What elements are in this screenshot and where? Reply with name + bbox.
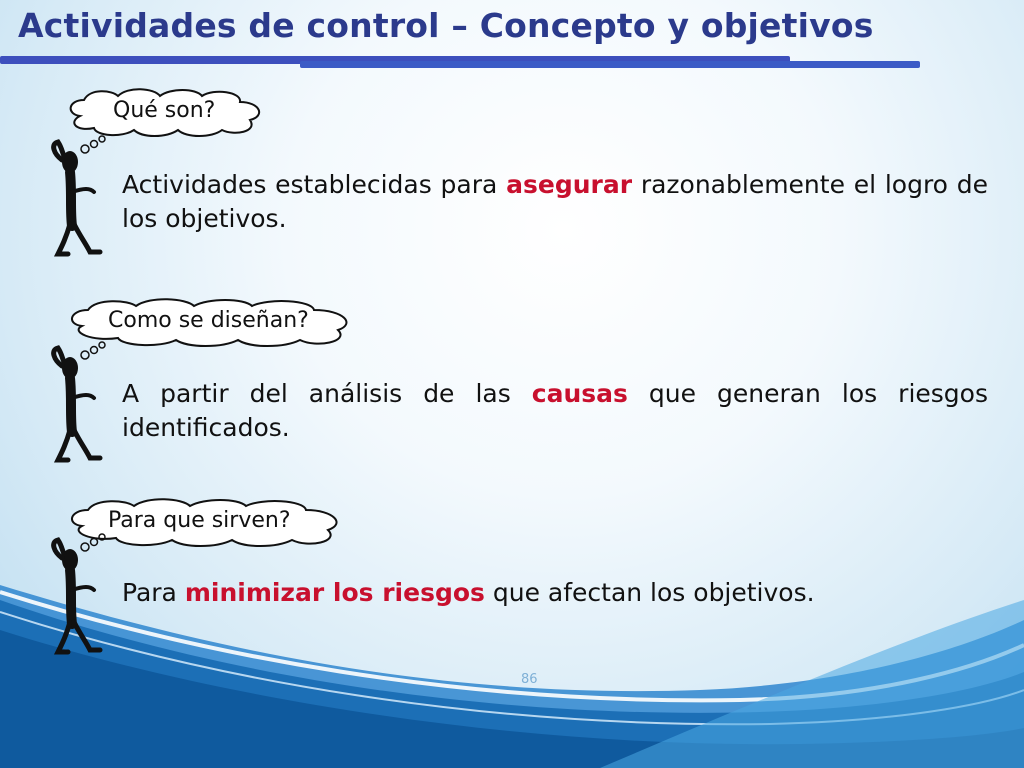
answer-before: A partir del análisis de las [122,379,532,408]
thinking-stick-figure-icon [40,338,110,468]
title-underline [0,56,920,70]
thinking-stick-figure-icon [40,132,110,262]
answer-highlight: asegurar [506,170,633,199]
answer-before: Para [122,578,185,607]
answer-text [122,168,988,236]
answer-highlight: causas [531,379,628,408]
slide-title: Actividades de control – Concepto y objetivos [18,6,874,45]
answer-text [122,377,988,445]
question-label: Como se diseñan? [108,308,309,333]
answer-text [122,576,988,610]
answer-before: Actividades establecidas para [122,170,507,199]
answer-highlight: minimizar los riesgos [184,578,485,607]
answer-after: que afectan los objetivos. [484,578,815,607]
question-label: Qué son? [113,98,216,123]
page-number: 86 [521,672,538,687]
answer-after: razonablemente el logro de los objetivos. [122,170,988,233]
answer-after: que generan los riesgos identificados. [122,379,988,442]
question-label: Para que sirven? [108,508,291,533]
thinking-stick-figure-icon [40,530,110,660]
